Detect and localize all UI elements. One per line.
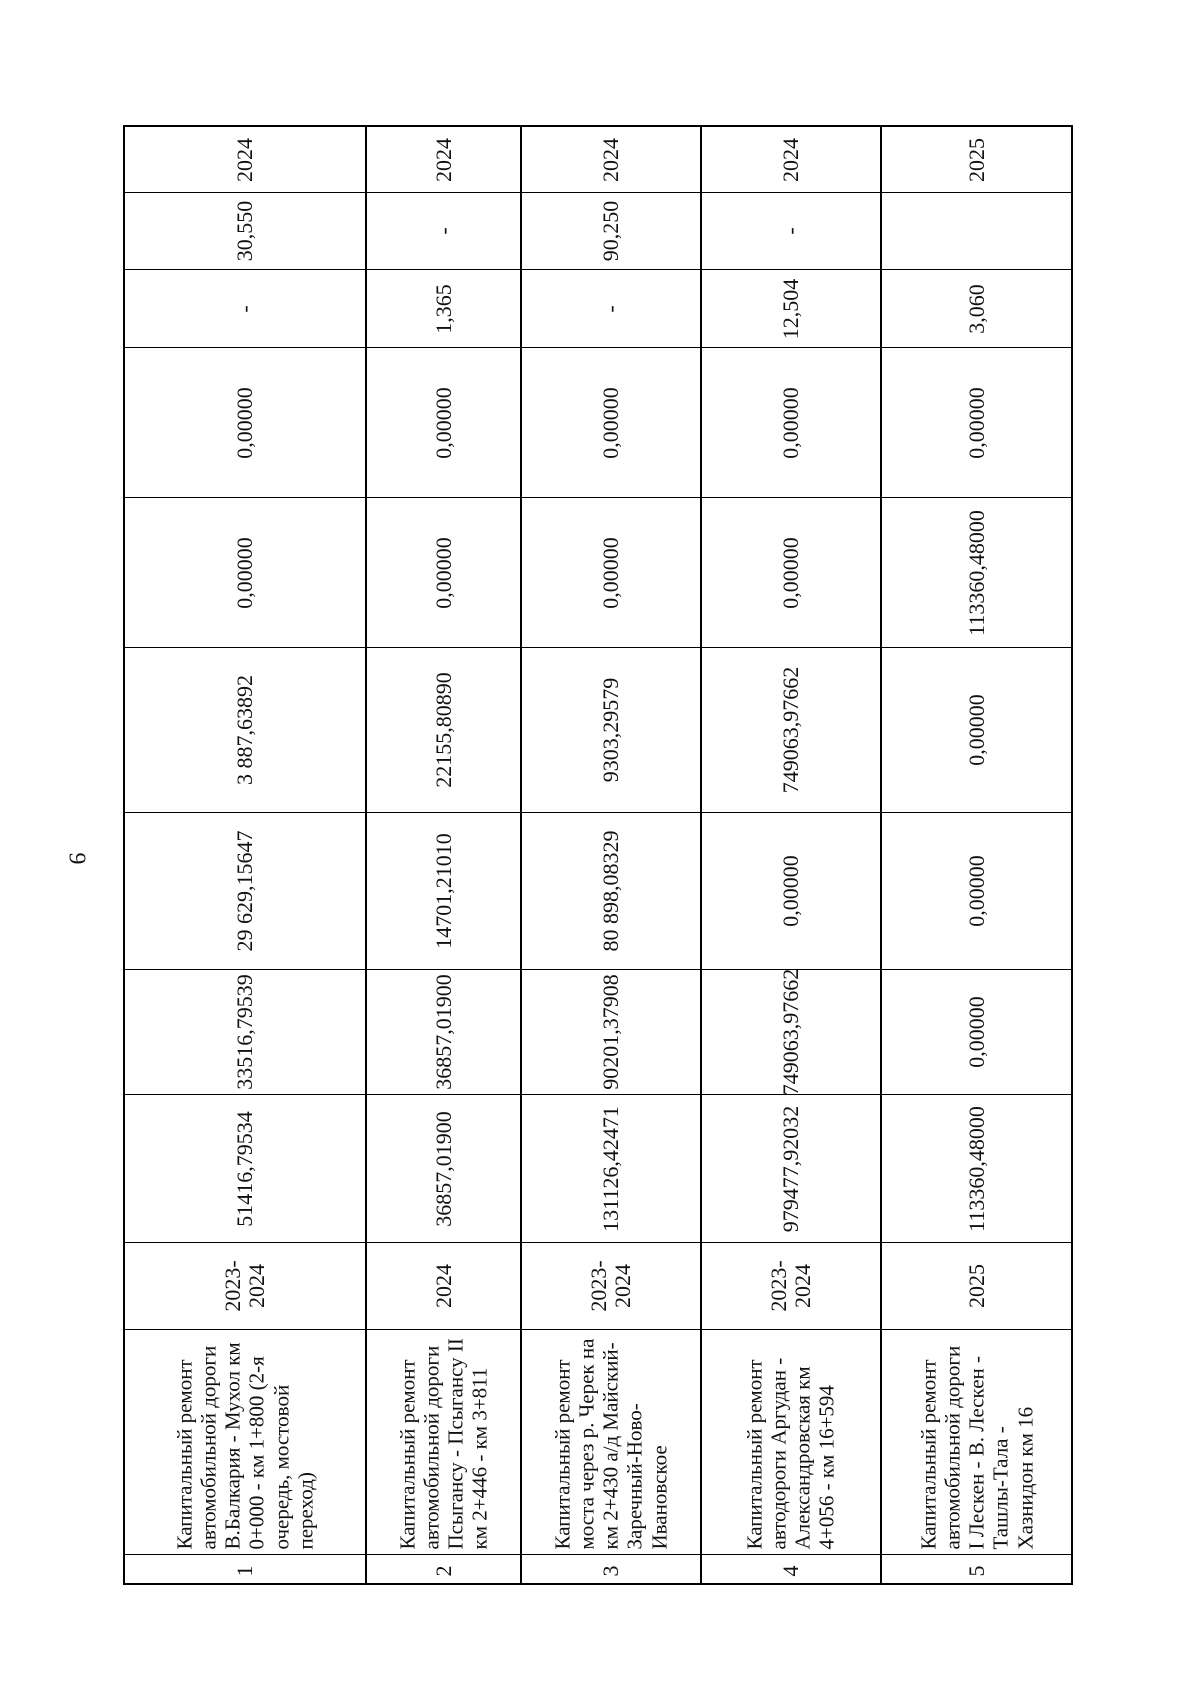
value-b-text: 0,00000 (963, 855, 989, 927)
length-km-text: 12,504 (777, 278, 803, 339)
value-e-text: 0,00000 (777, 386, 803, 459)
cell-value-a (125, 969, 365, 1094)
cell-num (125, 1554, 365, 1587)
cell-value-d (882, 497, 1071, 647)
length-m-text: - (777, 227, 803, 235)
table-row (125, 127, 365, 1583)
description-text: Капитальный ремонт автомобильной дороги В.Балкария - Мухол км 0+000 - км 1+800 (2-я очередь, мостовой переход) (172, 1342, 318, 1550)
cell-value-a (522, 969, 700, 1094)
cell-value-b (702, 812, 880, 969)
projects-table (123, 125, 1073, 1585)
year-text: 2025 (963, 137, 989, 182)
description-text: Капитальный ремонт моста через р. Черек на км 2+430 а/д Майский-Заречный-Ново-Ивановское (550, 1338, 672, 1550)
cell-total (367, 1094, 520, 1242)
value-b-text: 14701,21010 (430, 833, 456, 949)
description-text: Капитальный ремонт автодороги Аргудан - Александровская км 4+056 - км 16+594 (742, 1357, 840, 1550)
year-text: 2024 (597, 137, 623, 182)
value-c-text: 3 887,63892 (231, 675, 257, 785)
cell-total (882, 1094, 1071, 1242)
table-row (365, 127, 520, 1583)
cell-value-b (522, 812, 700, 969)
total-text: 979477,92032 (777, 1105, 803, 1232)
cell-value-d (125, 497, 365, 647)
value-a-text: 0,00000 (963, 996, 989, 1068)
year-text: 2024 (430, 137, 456, 182)
cell-length-km (702, 269, 880, 347)
period-text: 2023-2024 (765, 1260, 815, 1312)
year-text: 2024 (777, 137, 803, 182)
value-e-text: 0,00000 (231, 386, 257, 459)
value-c-text: 749063,97662 (777, 666, 803, 794)
period-text: 2025 (963, 1264, 989, 1308)
cell-value-e (702, 347, 880, 497)
cell-num (882, 1554, 1071, 1587)
num-text: 1 (231, 1565, 257, 1577)
cell-num (367, 1554, 520, 1587)
cell-value-b (882, 812, 1071, 969)
cell-period (125, 1242, 365, 1329)
cell-total (702, 1094, 880, 1242)
cell-period (522, 1242, 700, 1329)
cell-period (702, 1242, 880, 1329)
cell-value-c (702, 647, 880, 812)
num-text: 5 (963, 1565, 989, 1577)
cell-length-m (367, 192, 520, 269)
cell-total (125, 1094, 365, 1242)
cell-year (522, 127, 700, 192)
cell-value-b (125, 812, 365, 969)
page-number: 9 (63, 852, 90, 865)
length-km-text: 3,060 (963, 283, 989, 334)
cell-num (702, 1554, 880, 1587)
cell-value-d (702, 497, 880, 647)
total-text: 113360,48000 (963, 1105, 989, 1232)
description-text: Капитальный ремонт автомобильной дороги I Лескен - В. Лескен - Ташлы-Тала - Хазнидон км 16 (916, 1345, 1037, 1550)
cell-description (882, 1329, 1071, 1554)
cell-value-e (882, 347, 1071, 497)
value-a-text: 36857,01900 (430, 974, 456, 1090)
cell-value-e (125, 347, 365, 497)
cell-description (125, 1329, 365, 1554)
num-text: 2 (430, 1565, 456, 1577)
table-row (880, 127, 1071, 1583)
table-row (700, 127, 880, 1583)
value-c-text: 9303,29579 (597, 677, 623, 783)
period-text: 2024 (430, 1264, 456, 1308)
length-km-text: - (597, 304, 623, 313)
description-text: Капитальный ремонт автомобильной дороги Псыгансу - Псыгансу II км 2+446 - км 3+811 (395, 1338, 492, 1550)
length-m-text: - (430, 227, 456, 235)
total-text: 131126,42471 (597, 1105, 623, 1232)
cell-length-km (367, 269, 520, 347)
cell-value-c (125, 647, 365, 812)
value-d-text: 0,00000 (777, 536, 803, 609)
length-m-text: 90,250 (597, 200, 623, 262)
length-km-text: - (231, 304, 257, 313)
cell-period (367, 1242, 520, 1329)
cell-value-b (367, 812, 520, 969)
cell-year (367, 127, 520, 192)
cell-description (522, 1329, 700, 1554)
total-text: 36857,01900 (430, 1110, 456, 1227)
cell-value-e (367, 347, 520, 497)
cell-total (522, 1094, 700, 1242)
cell-value-c (522, 647, 700, 812)
cell-length-m (522, 192, 700, 269)
value-b-text: 0,00000 (777, 855, 803, 927)
num-text: 4 (777, 1565, 803, 1577)
cell-description (702, 1329, 880, 1554)
value-b-text: 29 629,15647 (231, 830, 257, 952)
cell-length-km (125, 269, 365, 347)
period-text: 2023-2024 (219, 1260, 269, 1312)
num-text: 3 (597, 1565, 623, 1577)
length-km-text: 1,365 (430, 283, 456, 334)
cell-length-m (125, 192, 365, 269)
value-c-text: 22155,80890 (430, 672, 456, 788)
value-d-text: 113360,48000 (963, 509, 989, 636)
value-a-text: 33516,79539 (231, 974, 257, 1090)
value-d-text: 0,00000 (597, 536, 623, 609)
cell-year (882, 127, 1071, 192)
length-m-text: 30,550 (231, 200, 257, 262)
value-b-text: 80 898,08329 (597, 830, 623, 952)
cell-period (882, 1242, 1071, 1329)
cell-value-e (522, 347, 700, 497)
cell-description (367, 1329, 520, 1554)
cell-year (125, 127, 365, 192)
value-d-text: 0,00000 (231, 536, 257, 609)
year-text: 2024 (231, 137, 257, 182)
value-a-text: 90201,37908 (597, 974, 623, 1090)
cell-value-d (367, 497, 520, 647)
value-a-text: 749063,97662 (777, 968, 803, 1096)
cell-value-a (882, 969, 1071, 1094)
value-e-text: 0,00000 (963, 386, 989, 459)
value-d-text: 0,00000 (430, 536, 456, 609)
cell-year (702, 127, 880, 192)
total-text: 51416,79534 (231, 1110, 257, 1227)
table-row (520, 127, 700, 1583)
cell-value-d (522, 497, 700, 647)
cell-num (522, 1554, 700, 1587)
period-text: 2023-2024 (585, 1260, 635, 1312)
cell-value-c (882, 647, 1071, 812)
cell-value-c (367, 647, 520, 812)
cell-length-km (522, 269, 700, 347)
cell-value-a (367, 969, 520, 1094)
cell-length-km (882, 269, 1071, 347)
value-e-text: 0,00000 (430, 386, 456, 459)
cell-length-m (702, 192, 880, 269)
value-c-text: 0,00000 (963, 694, 989, 766)
value-e-text: 0,00000 (597, 386, 623, 459)
cell-value-a (702, 969, 880, 1094)
cell-length-m (882, 192, 1071, 269)
